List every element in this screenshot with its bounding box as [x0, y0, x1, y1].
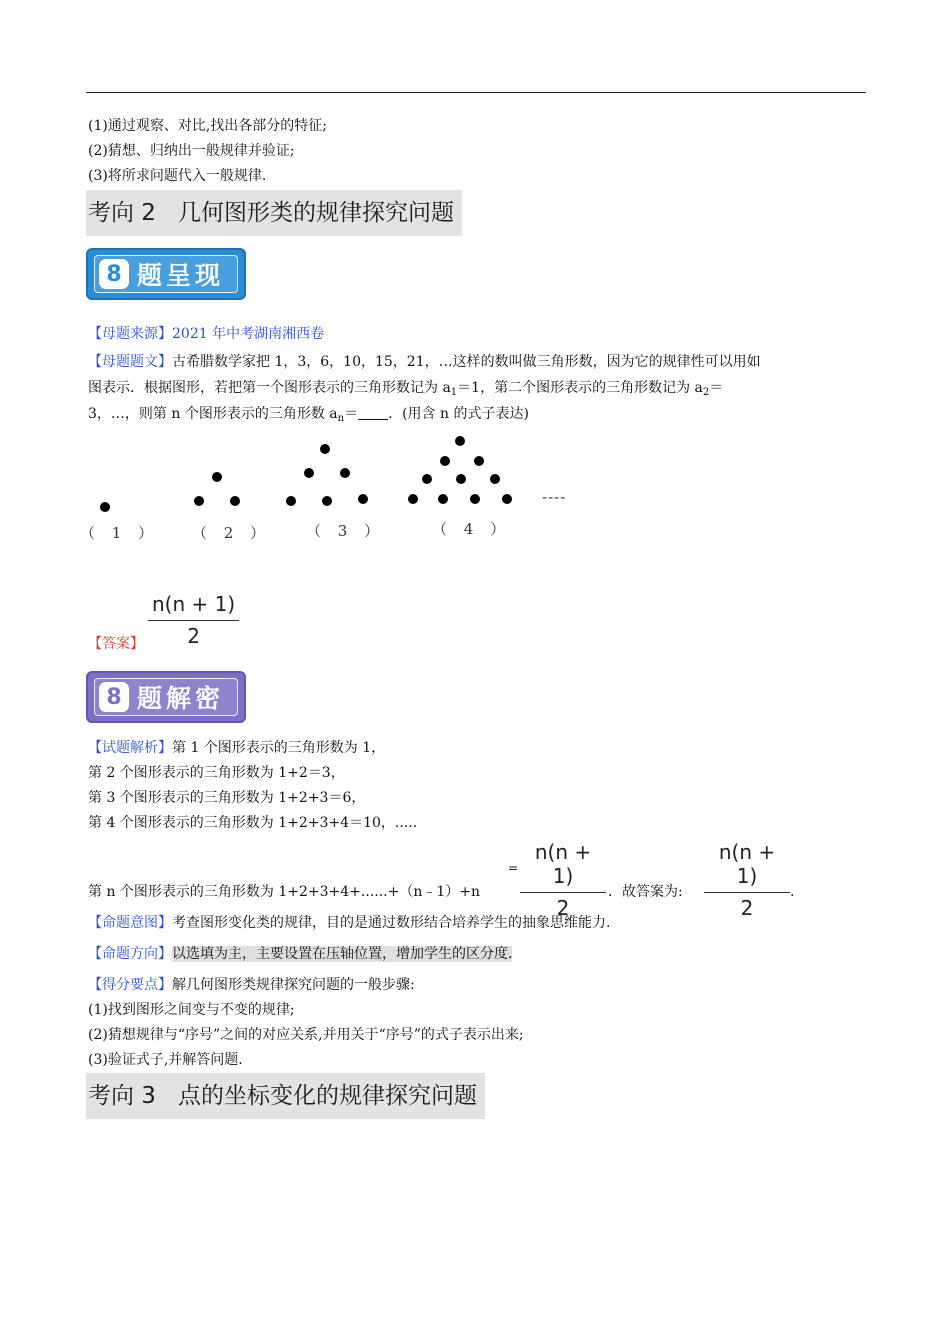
analysis-line-5 [88, 882, 480, 902]
analysis-line-3: 第 3 个图形表示的三角形数为 1+2+3＝6， [88, 790, 366, 806]
figure-caption-3: （ 3 ） [306, 522, 386, 540]
problem-text-2c: ＝ [709, 380, 724, 396]
dot [340, 468, 350, 478]
points-tag: 【得分要点】 [88, 977, 172, 993]
answer-blank [358, 407, 388, 420]
points-line [88, 975, 415, 995]
direction-tag: 【命题方向】 [88, 946, 172, 962]
intro-step-2: (2)猜想、归纳出一般规律并验证; [88, 143, 295, 159]
analysis-tag: 【试题解析】 [88, 740, 172, 756]
dot [438, 494, 448, 504]
analysis-line-2: 第 2 个图形表示的三角形数为 1+2＝3， [88, 765, 345, 781]
top-rule [86, 92, 866, 93]
intent-text: 考查图形变化类的规律，目的是通过数形结合培养学生的抽象思维能力. [172, 915, 611, 931]
dot [474, 456, 484, 466]
subscript-n: n [337, 413, 345, 424]
analysis-text-1: 第 1 个图形表示的三角形数为 1， [172, 740, 386, 756]
problem-text-3b: ＝ [344, 406, 359, 422]
intent-line [88, 913, 610, 933]
figure-caption-1: （ 1 ） [80, 524, 160, 542]
dot [422, 474, 432, 484]
problem-source [88, 324, 324, 344]
section-2-title: 几何图形类的规律探究问题 [177, 200, 454, 226]
dot [304, 468, 314, 478]
section-3-heading [86, 1073, 485, 1119]
dot [320, 444, 330, 454]
analysis-denominator: 2 [556, 896, 570, 920]
badge-logo-icon: 8 [99, 259, 129, 289]
badge-solution [86, 671, 246, 723]
section-3-number: 考向 3 [88, 1083, 156, 1109]
section-2-heading [86, 190, 462, 236]
dot [502, 494, 512, 504]
answer-tag: 【答案】 [88, 636, 144, 652]
analysis-fraction [520, 840, 606, 920]
dot [230, 496, 240, 506]
figure-caption-2: （ 2 ） [192, 524, 272, 542]
source-text: 2021 年中考湖南湘西卷 [172, 326, 325, 342]
points-step-1: (1)找到图形之间变与不变的规律; [88, 1002, 295, 1018]
badge-label: 题呈现 [137, 261, 225, 290]
answer-numerator: n(n + 1) [148, 592, 239, 621]
analysis-numerator: n(n + 1) [520, 840, 606, 893]
problem-text-3a: 3，…，则第 n 个图形表示的三角形数 a [88, 406, 338, 422]
dot [440, 456, 450, 466]
dot [212, 472, 222, 482]
answer-line [88, 634, 144, 654]
intro-step-1: (1)通过观察、对比,找出各部分的特征; [88, 118, 327, 134]
subscript-1: 1 [450, 387, 458, 398]
dot [100, 502, 110, 512]
problem-line-1 [88, 352, 761, 372]
dot [286, 496, 296, 506]
direction-line [88, 944, 512, 964]
badge-label: 题解密 [137, 684, 225, 713]
answer-fraction [148, 592, 239, 648]
dot [358, 494, 368, 504]
problem-tag: 【母题题文】 [88, 354, 172, 370]
analysis-line-1 [88, 738, 385, 758]
final-answer-denominator: 2 [740, 896, 754, 920]
section-2-number: 考向 2 [88, 200, 156, 226]
section-3-title: 点的坐标变化的规律探究问题 [177, 1083, 477, 1109]
answer-denominator: 2 [187, 624, 200, 648]
dot [455, 436, 465, 446]
points-step-2: (2)猜想规律与“序号”之间的对应关系,并用关于“序号”的式子表示出来; [88, 1027, 524, 1043]
final-answer-fraction [704, 840, 790, 920]
analysis-text-5a: 第 n 个图形表示的三角形数为 1+2+3+4+......+（n﹣1）+n [88, 884, 481, 900]
figure-caption-4: （ 4 ） [432, 520, 512, 538]
problem-text-1: 古希腊数学家把 1，3，6，10，15，21，…这样的数叫做三角形数，因为它的规律性可以用如 [172, 354, 761, 370]
final-answer-numerator: n(n + 1) [704, 840, 790, 893]
problem-text-2b: ＝1，第二个图形表示的三角形数记为 a [457, 380, 703, 396]
problem-text-3c: ．(用含 n 的式子表达) [388, 406, 529, 422]
analysis-text-5b: ．故答案为: [608, 884, 683, 900]
analysis-line-4: 第 4 个图形表示的三角形数为 1+2+3+4＝10，..... [88, 815, 418, 831]
dot [490, 474, 500, 484]
points-text: 解几何图形类规律探究问题的一般步骤: [172, 977, 415, 993]
dot [322, 496, 332, 506]
dot [194, 496, 204, 506]
triangle-dots-figure [80, 430, 600, 550]
figure-ellipsis: ---- [542, 488, 567, 506]
dot [408, 494, 418, 504]
source-tag: 【母题来源】 [88, 326, 172, 342]
analysis-text-5-end: . [790, 884, 795, 900]
problem-line-2 [88, 378, 723, 398]
problem-text-2a: 图表示．根据图形，若把第一个图形表示的三角形数记为 a [88, 380, 451, 396]
intent-tag: 【命题意图】 [88, 915, 172, 931]
badge-problem-present [86, 248, 246, 300]
direction-text: 以选填为主，主要设置在压轴位置，增加学生的区分度. [172, 946, 513, 962]
dot [456, 474, 466, 484]
subscript-2: 2 [702, 387, 710, 398]
problem-line-3 [88, 404, 529, 424]
badge-logo-icon: 8 [99, 682, 129, 712]
analysis-equals: = [508, 861, 519, 875]
points-step-3: (3)验证式子,并解答问题. [88, 1052, 243, 1068]
intro-step-3: (3)将所求问题代入一般规律. [88, 168, 267, 184]
dot [470, 494, 480, 504]
